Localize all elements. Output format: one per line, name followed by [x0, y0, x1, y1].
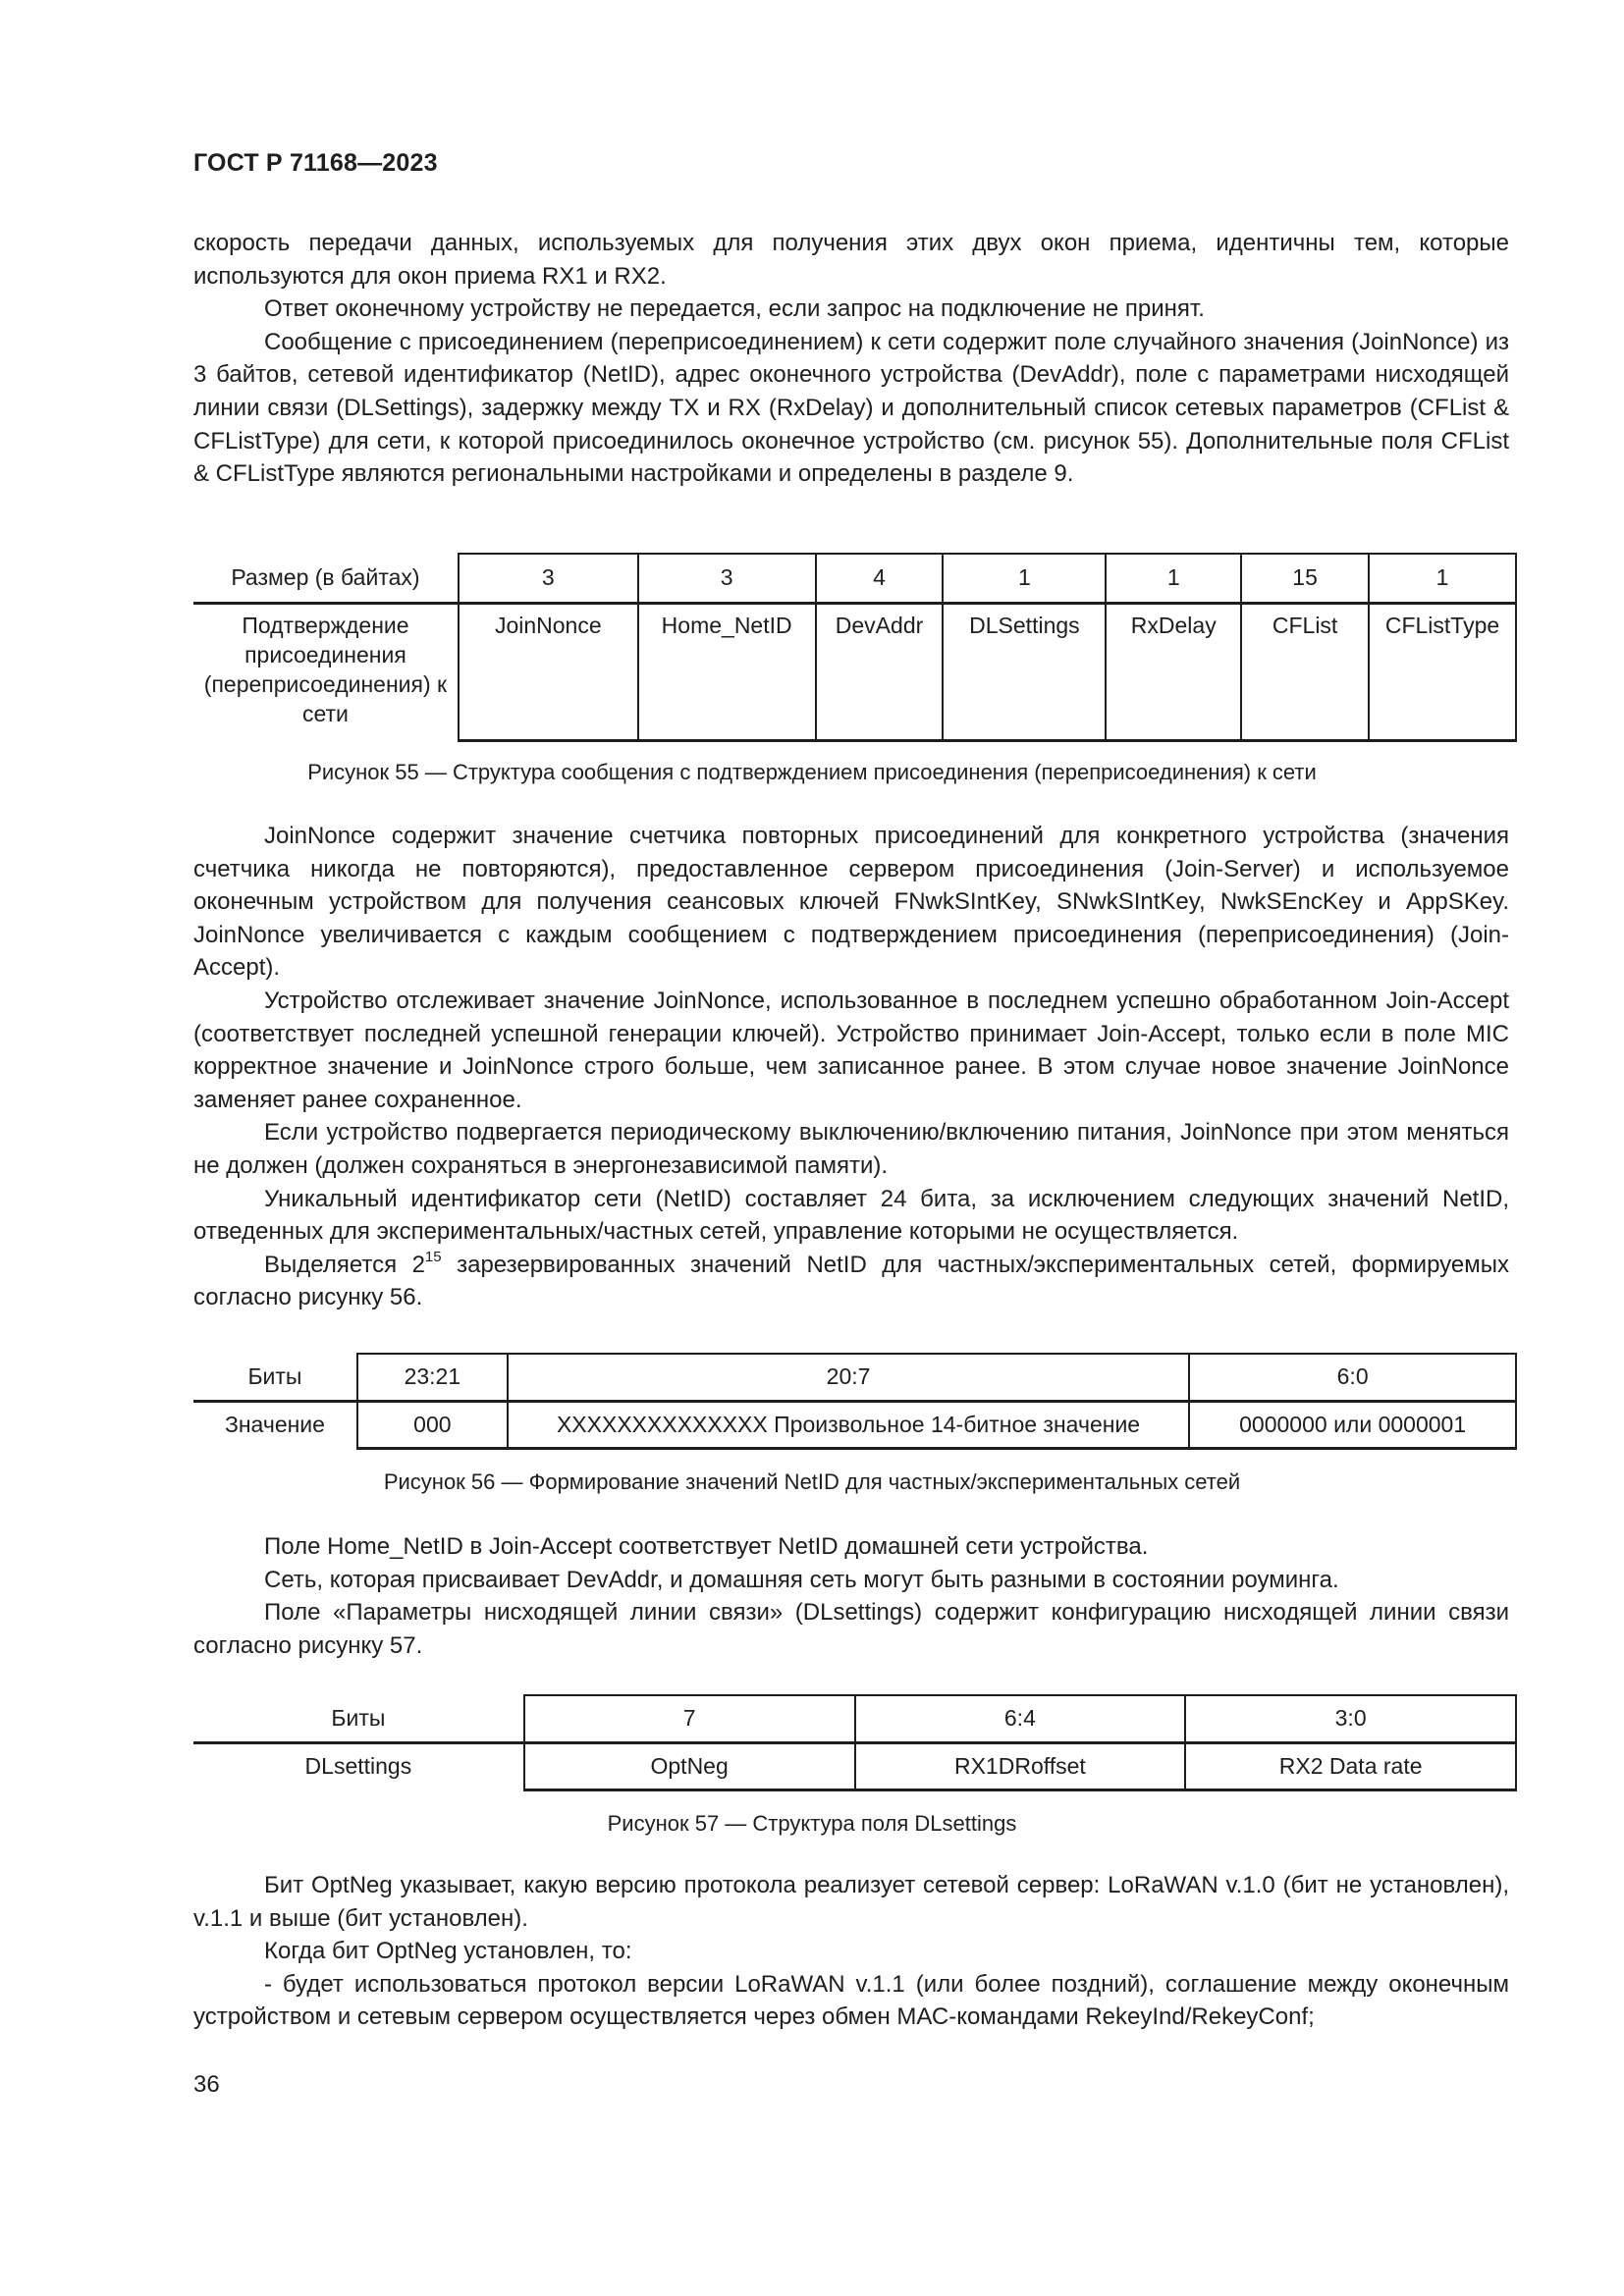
value-cell: RX1DRoffset: [855, 1742, 1186, 1789]
field-cell: CFList: [1241, 603, 1369, 740]
size-cell: 3: [638, 554, 816, 603]
paragraph: Сообщение с присоединением (переприсоединением) к сети содержит поле случайного значения (JoinNonce) из 3 байтов, сетевой идентификатор (NetID), адрес оконечного устройства (DevAddr), поле с параметрами нисходящей линии связи (DLSettings), задержку между TX и RX (RxDelay) и дополнительный список сетевых параметров (CFList & CFListType) для сети, к которой присоединилось оконечное устройство (см. рисунок 55). Дополнительные поля CFList & CFListType являются региональными настройками и определены в разделе 9.: [193, 328, 1509, 488]
size-cell: 1: [943, 554, 1106, 603]
page-number: 36: [193, 2071, 220, 2098]
field-cell: DLSettings: [943, 603, 1106, 740]
paragraph: Уникальный идентификатор сети (NetID) составляет 24 бита, за исключением следующих значений NetID, отведенных для экспериментальных/частных сетей, управление которыми не осуществляется.: [193, 1185, 1509, 1246]
superscript-exponent: 15: [424, 1248, 442, 1265]
value-cell: XXXXXXXXXXXXXX Произвольное 14-битное значение: [508, 1401, 1189, 1448]
size-cell: 15: [1241, 554, 1369, 603]
text-section-1: [193, 227, 1509, 491]
field-cell: JoinNonce: [459, 603, 638, 740]
bits-cell: 6:4: [855, 1695, 1186, 1742]
size-cell: 4: [816, 554, 944, 603]
field-cell: CFListType: [1369, 603, 1516, 740]
bits-cell: 3:0: [1185, 1695, 1516, 1742]
paragraph: Поле Home_NetID в Join-Accept соответствует NetID домашней сети устройства.: [264, 1533, 1149, 1560]
value-cell: 0000000 или 0000001: [1189, 1401, 1516, 1448]
paragraph: Ответ оконечному устройству не передается, если запрос на подключение не принят.: [264, 295, 1205, 323]
value-cell: OptNeg: [524, 1742, 855, 1789]
figure-56-table: [193, 1353, 1517, 1450]
size-cell: 1: [1369, 554, 1516, 603]
paragraph: скорость передачи данных, используемых для получения этих двух окон приема, идентичны тем, которые используются для окон приема RX1 и RX2.: [193, 230, 1509, 290]
paragraph: Когда бит OptNeg установлен, то:: [264, 1938, 632, 1965]
bits-row-label: Биты: [193, 1354, 357, 1401]
figure-56-caption: Рисунок 56 — Формирование значений NetID для частных/экспериментальных сетей: [383, 1469, 1241, 1494]
text-section-4: [193, 1869, 1509, 2034]
paragraph: JoinNonce содержит значение счетчика повторных присоединений для конкретного устройства (значения счетчика никогда не повторяются), предоставленное сервером присоединения (Join-Server) и используемое оконечным устройством для получения сеансовых ключей FNwkSIntKey, SNwkSIntKey, NwkSEncKey и AppSKey. JoinNonce увеличивается с каждым сообщением с подтверждением присоединения (переприсоединения) (Join-Accept).: [193, 823, 1509, 982]
value-cell: 000: [357, 1401, 508, 1448]
document-header: ГОСТ Р 71168—2023: [193, 149, 438, 177]
paragraph: Устройство отслеживает значение JoinNonce, использованное в последнем успешно обработанном Join-Accept (соответствует последней успешной генерации ключей). Устройство принимает Join-Accept, только если в поле MIC корректное значение и JoinNonce строго больше, чем записанное ранее. В этом случае новое значение JoinNonce заменяет ранее сохраненное.: [193, 987, 1509, 1113]
paragraph: Бит OptNeg указывает, какую версию протокола реализует сетевой сервер: LoRaWAN v.1.0 (бит не установлен), v.1.1 и выше (бит установлен).: [193, 1872, 1509, 1932]
paragraph: Сеть, которая присваивает DevAddr, и домашняя сеть могут быть разными в состоянии роуминга.: [264, 1566, 1339, 1593]
size-cell: 1: [1106, 554, 1241, 603]
bits-cell: 7: [524, 1695, 855, 1742]
figure-57-caption: Рисунок 57 — Структура поля DLsettings: [607, 1811, 1017, 1836]
field-cell: Home_NetID: [638, 603, 816, 740]
figure-55-table: [193, 553, 1517, 742]
size-row-label: Размер (в байтах): [193, 554, 459, 603]
figure-57-table: [193, 1694, 1517, 1791]
paragraph: Если устройство подвергается периодическому выключению/включению питания, JoinNonce при этом меняться не должен (должен сохраняться в энергонезависимой памяти).: [193, 1119, 1509, 1179]
dlsettings-row-label: DLsettings: [193, 1742, 524, 1789]
message-row-label: Подтверждение присоединения (переприсоединения) к сети: [193, 603, 459, 740]
figure-55-caption: Рисунок 55 — Структура сообщения с подтверждением присоединения (переприсоединения) к сети: [307, 760, 1317, 784]
value-cell: RX2 Data rate: [1185, 1742, 1516, 1789]
text-section-3: [193, 1530, 1509, 1662]
text-section-2: [193, 820, 1509, 1314]
paragraph-reserved-netid: Выделяется $2^{15}$ зарезервированных значений NetID для частных/экспериментальных сетей, формируемых согласно рисунку 56.: [193, 1248, 1509, 1311]
paragraph: Поле «Параметры нисходящей линии связи» (DLsettings) содержит конфигурацию нисходящей линии связи согласно рисунку 57.: [193, 1599, 1509, 1659]
paragraph: - будет использоваться протокол версии LoRaWAN v.1.1 (или более поздний), соглашение между оконечным устройством и сетевым сервером осуществляется через обмен МАС-командами RekeyInd/RekeyConf;: [193, 1970, 1509, 2031]
value-row-label: Значение: [193, 1401, 357, 1448]
bits-cell: 23:21: [357, 1354, 508, 1401]
bits-cell: 6:0: [1189, 1354, 1516, 1401]
field-cell: RxDelay: [1106, 603, 1241, 740]
field-cell: DevAddr: [816, 603, 944, 740]
size-cell: 3: [459, 554, 638, 603]
bits-row-label: Биты: [193, 1695, 524, 1742]
bits-cell: 20:7: [508, 1354, 1189, 1401]
